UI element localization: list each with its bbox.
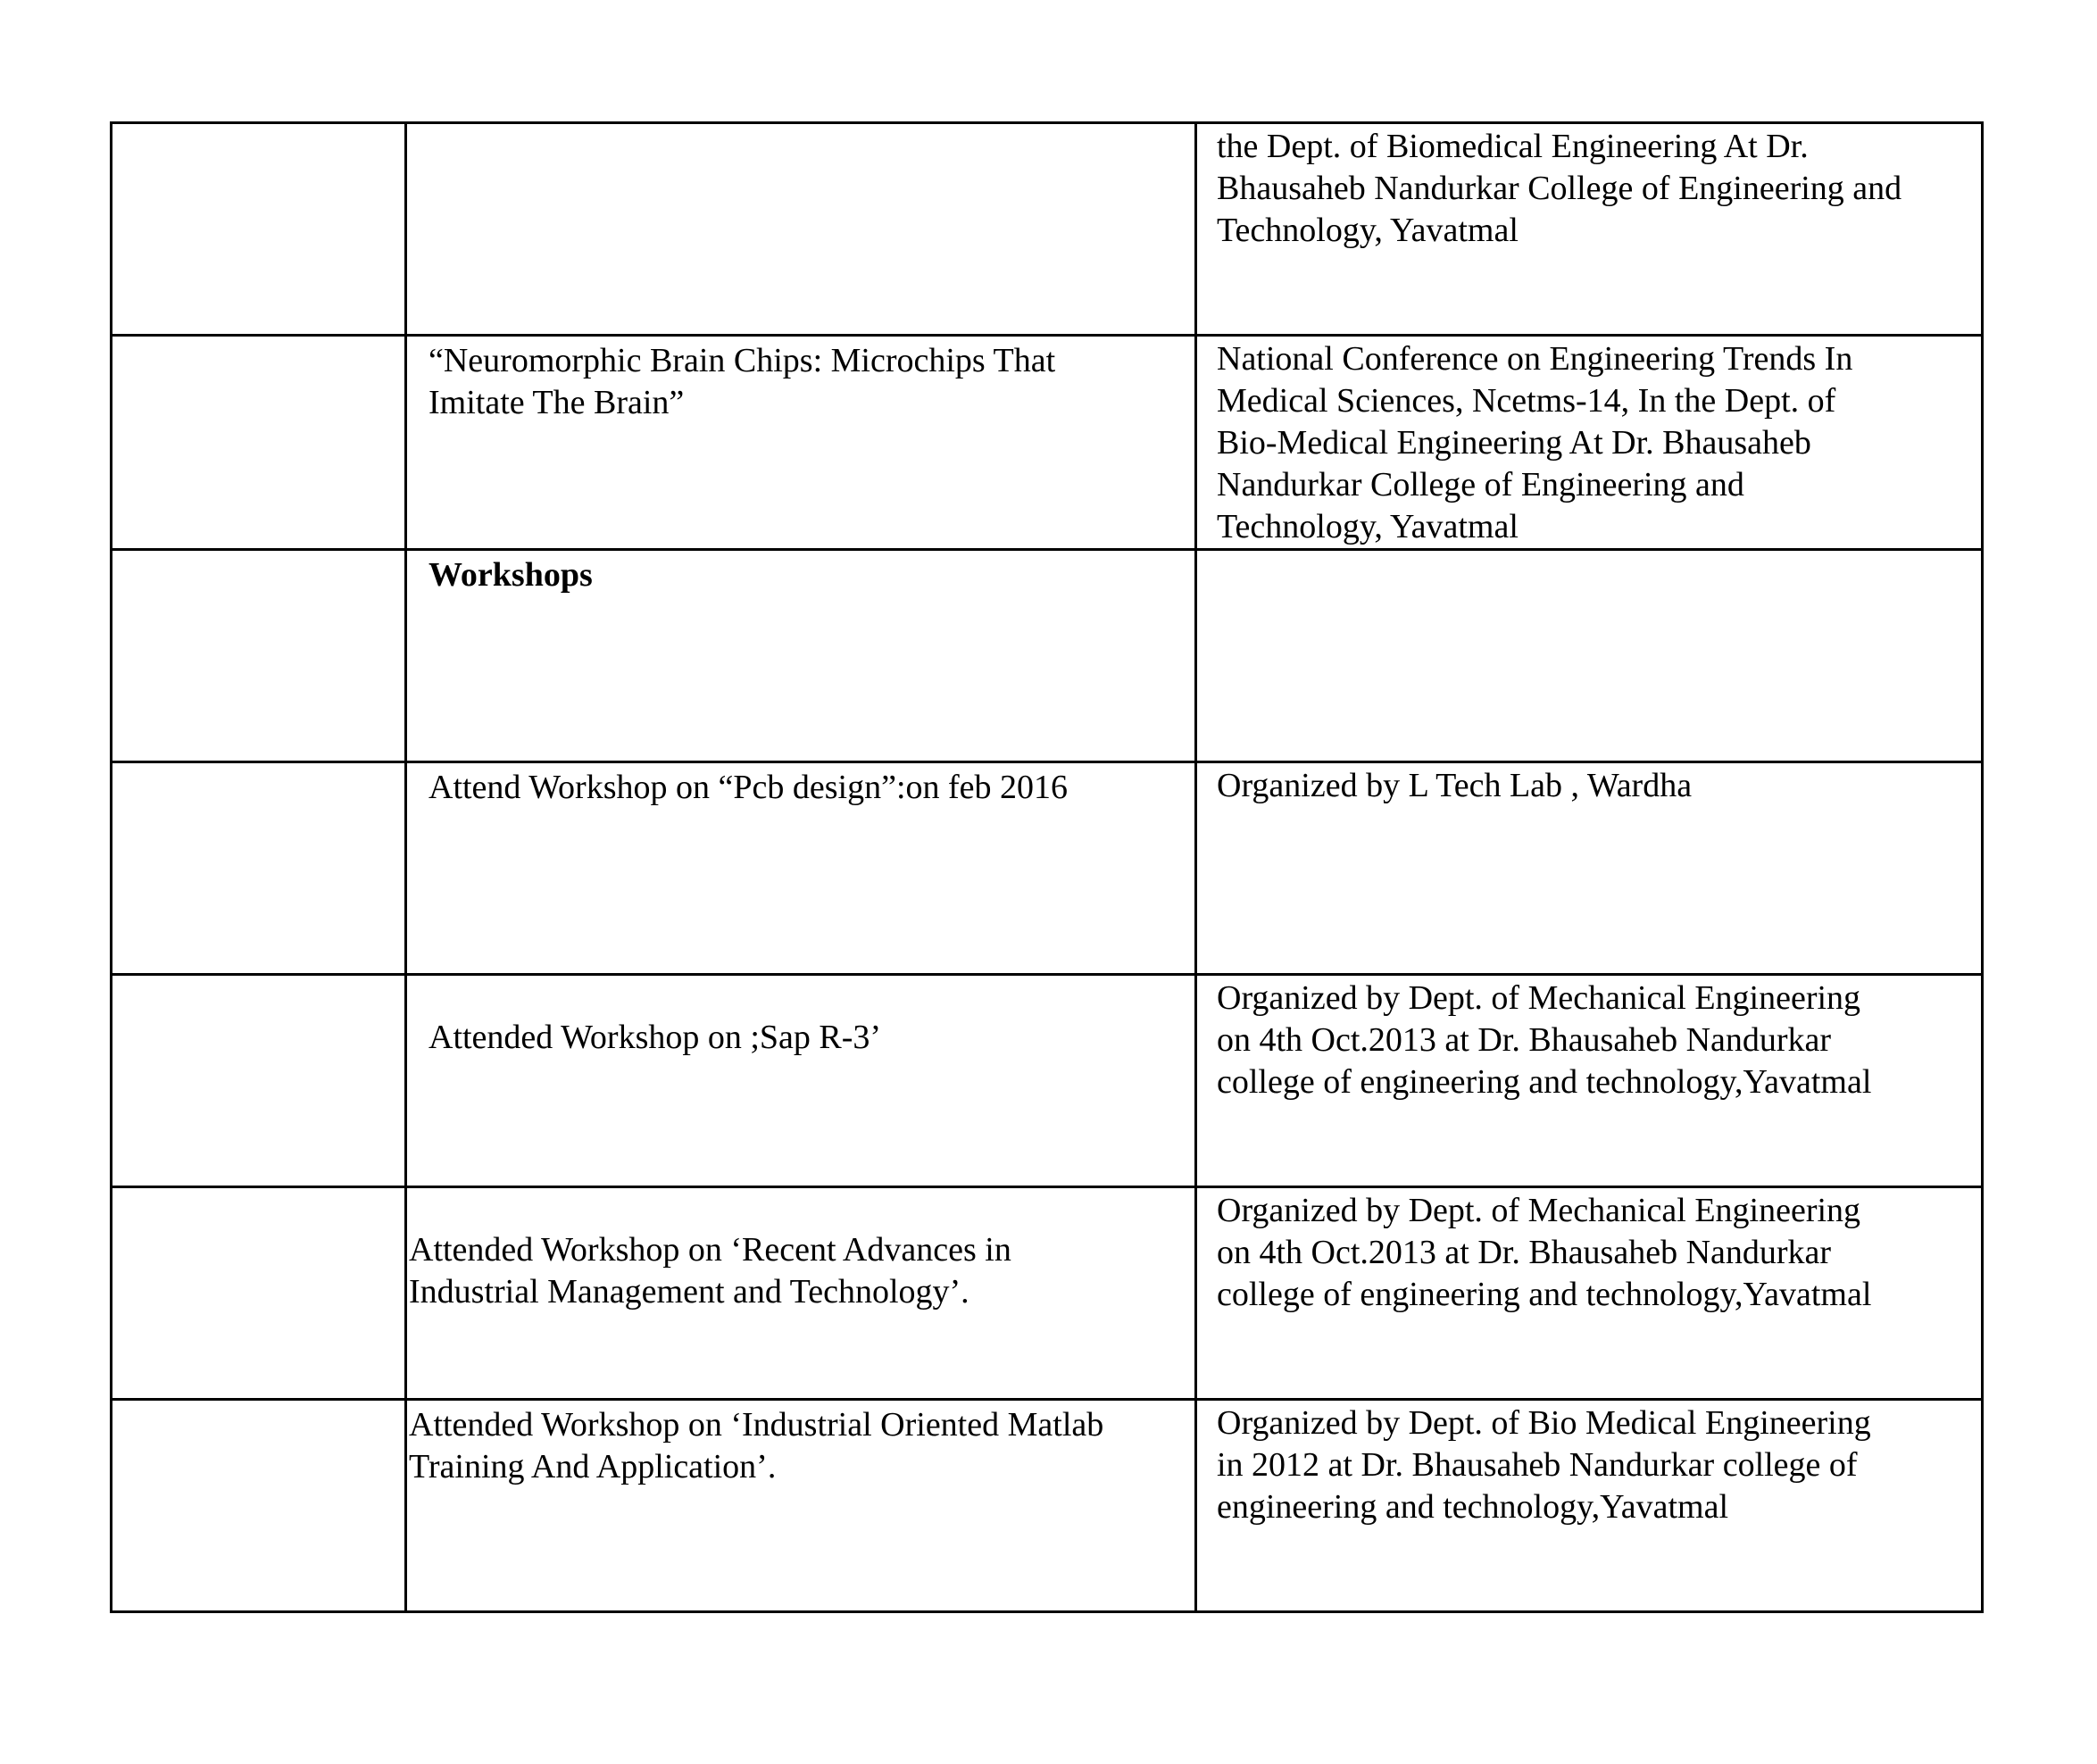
- cell-text: “Neuromorphic Brain Chips: Microchips That Imitate The Brain”: [429, 342, 1056, 421]
- section-heading: Workshops: [429, 556, 593, 594]
- table-row: [112, 336, 1983, 550]
- table-row: [112, 762, 1983, 975]
- cell-text: [407, 124, 1194, 128]
- table-row: [112, 123, 1983, 336]
- cell-text: Attended Workshop on ‘Recent Advances in Industrial Management and Technology’.: [409, 1231, 1011, 1311]
- venue-cell: [1196, 762, 1983, 975]
- table-row: [112, 975, 1983, 1187]
- title-cell: [406, 336, 1196, 550]
- empty-cell: [112, 1400, 406, 1612]
- venue-cell: [1196, 336, 1983, 550]
- title-cell: [406, 975, 1196, 1187]
- empty-cell: [112, 975, 406, 1187]
- section-heading-cell: [406, 550, 1196, 762]
- cell-text: Attend Workshop on “Pcb design”:on feb 2016: [429, 769, 1069, 806]
- empty-cell: [112, 336, 406, 550]
- title-cell: [406, 1187, 1196, 1400]
- title-cell: [406, 123, 1196, 336]
- title-cell: [406, 762, 1196, 975]
- empty-cell: [112, 550, 406, 762]
- title-cell: [406, 1400, 1196, 1612]
- cell-text: the Dept. of Biomedical Engineering At Dr. Bhausaheb Nandurkar College of Engineering and Technology, Yavatmal: [1217, 128, 1902, 249]
- venue-cell: [1196, 123, 1983, 336]
- venue-cell: [1196, 550, 1983, 762]
- cell-text: Attended Workshop on ‘Industrial Oriented Matlab Training And Application’.: [409, 1406, 1104, 1485]
- table-row: [112, 1187, 1983, 1400]
- table-row: [112, 1400, 1983, 1612]
- empty-cell: [112, 123, 406, 336]
- activities-table: [110, 121, 1984, 1613]
- cell-text: National Conference on Engineering Trends In Medical Sciences, Ncetms-14, In the Dept. of Bio-Medical Engineering At Dr. Bhausaheb Nandurkar College of Engineering and Technology, Yavatmal: [1217, 340, 1853, 545]
- cell-text: Organized by L Tech Lab , Wardha: [1217, 767, 1693, 804]
- cell-text: Attended Workshop on ;Sap R-3’: [429, 1019, 882, 1056]
- cell-text: Organized by Dept. of Mechanical Engineering on 4th Oct.2013 at Dr. Bhausaheb Nandurkar college of engineering and technology,Yavatmal: [1217, 979, 1872, 1101]
- venue-cell: [1196, 1187, 1983, 1400]
- venue-cell: [1196, 975, 1983, 1187]
- venue-cell: [1196, 1400, 1983, 1612]
- cell-text: [1197, 551, 1981, 553]
- empty-cell: [112, 1187, 406, 1400]
- empty-cell: [112, 762, 406, 975]
- table-row: [112, 550, 1983, 762]
- cell-text: Organized by Dept. of Bio Medical Engineering in 2012 at Dr. Bhausaheb Nandurkar college of engineering and technology,Yavatmal: [1217, 1404, 1871, 1526]
- cell-text: Organized by Dept. of Mechanical Engineering on 4th Oct.2013 at Dr. Bhausaheb Nandurkar college of engineering and technology,Yavatmal: [1217, 1192, 1872, 1313]
